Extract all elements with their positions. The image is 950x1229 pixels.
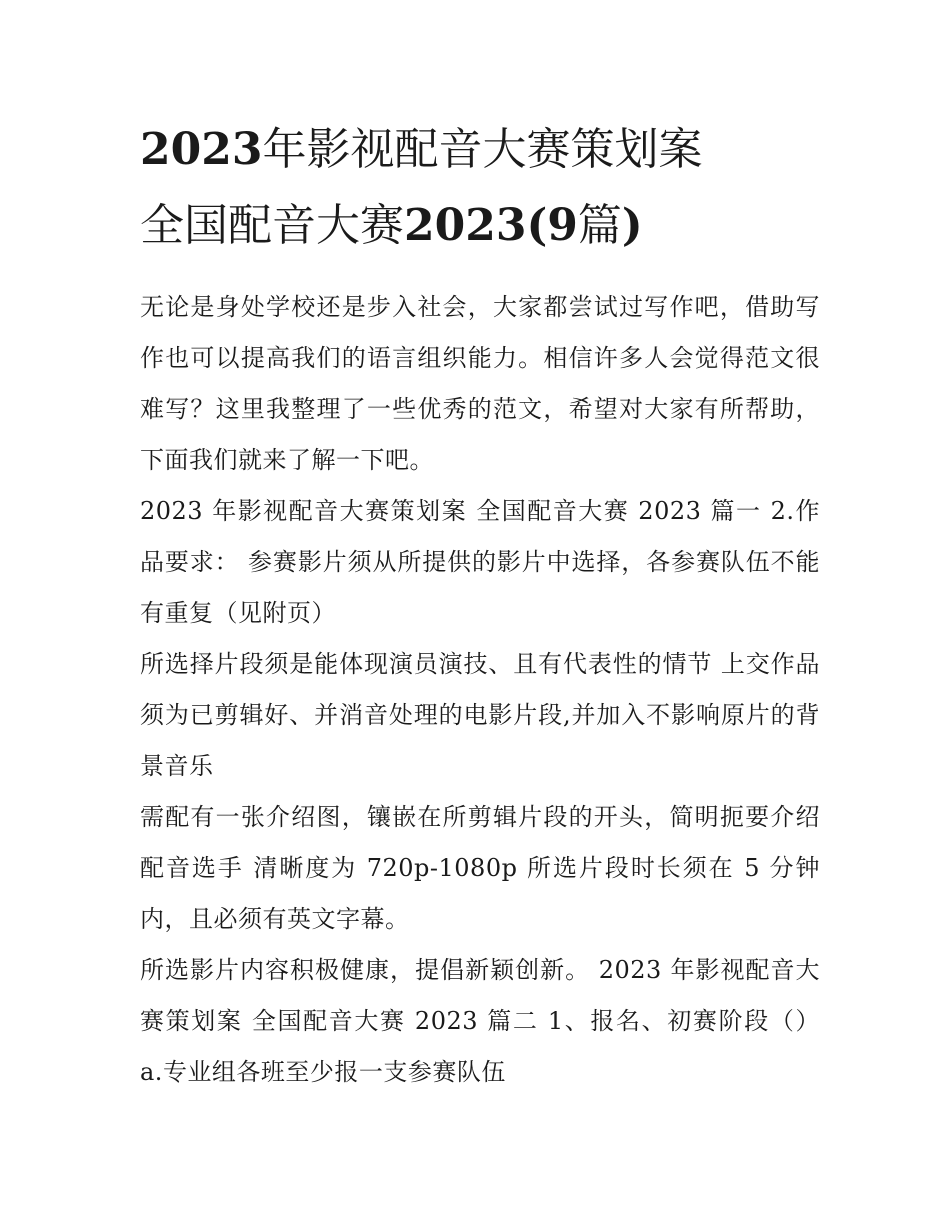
title-year: 2023 [140, 124, 263, 175]
paragraph-intro: 无论是身处学校还是步入社会，大家都尝试过写作吧，借助写作也可以提高我们的语言组织能力。相信许多人会觉得范文很难写？这里我整理了一些优秀的范文，希望对大家有所帮助，下面我们就来了解一下吧。 [140, 293, 820, 474]
paragraph-intro-image: 需配有一张介绍图，镶嵌在所剪辑片段的开头，简明扼要介绍配音选手 清晰度为 720p-1080p 所选片段时长须在 5 分钟内，且必须有英文字幕。 [140, 803, 820, 933]
title-line-2 [140, 188, 820, 264]
subtitle-year: 2023(9 [404, 200, 578, 251]
paragraph-clip-selection: 所选择片段须是能体现演员演技、且有代表性的情节 上交作品须为已剪辑好、并消音处理的电影片段,并加入不影响原片的背景音乐 [140, 650, 820, 780]
document-title [140, 112, 820, 264]
subtitle-paren: ) [621, 200, 643, 251]
subtitle-count-word: 篇 [577, 200, 622, 251]
title-text: 年影视配音大赛策划案 [262, 124, 703, 175]
paragraph-requirements: 2023 年影视配音大赛策划案 全国配音大赛 2023 篇一 2.作品要求： 参赛影片须从所提供的影片中选择，各参赛队伍不能有重复（见附页） [140, 497, 820, 627]
title-line-1 [140, 112, 820, 188]
document-page [140, 112, 820, 1098]
subtitle-text: 全国配音大赛 [140, 200, 404, 251]
paragraph-content-rules: 所选影片内容积极健康，提倡新颖创新。 2023 年影视配音大赛策划案 全国配音大赛 2023 篇二 1、报名、初赛阶段（） a.专业组各班至少报一支参赛队伍 [140, 956, 820, 1086]
document-body [140, 282, 820, 1098]
